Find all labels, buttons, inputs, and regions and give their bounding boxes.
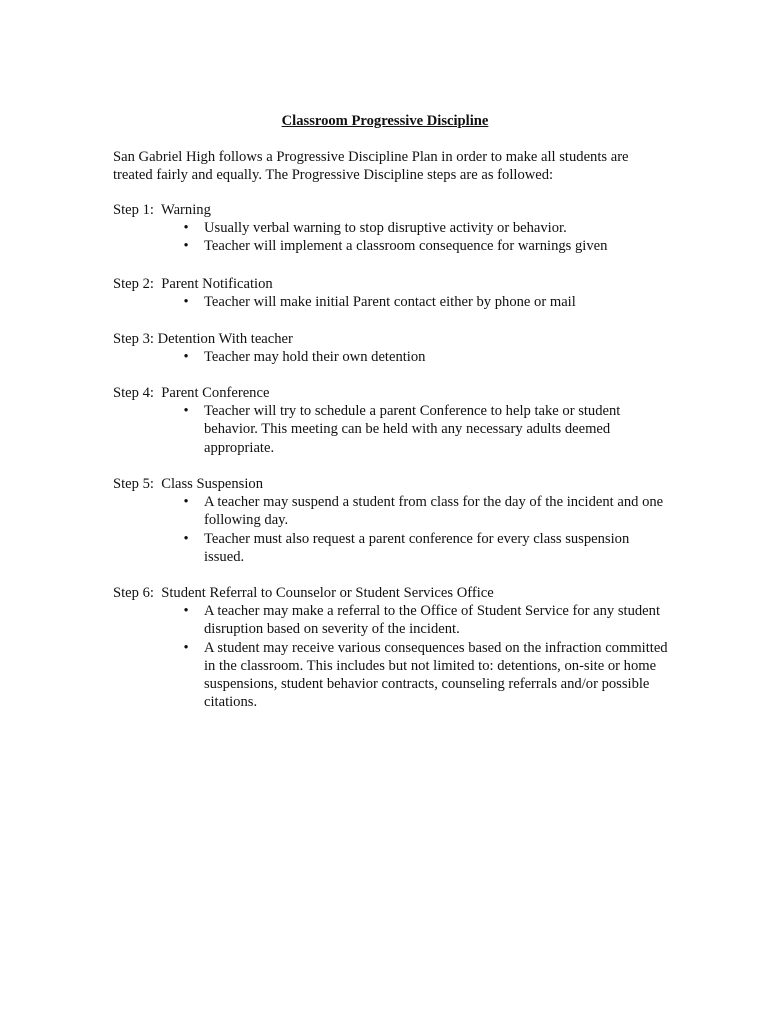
step-4 (113, 384, 673, 457)
list-item (113, 402, 673, 457)
list-item-text: Teacher may hold their own detention (204, 349, 426, 366)
list-item-text: Teacher must also request a parent conference for every class suspension issued. (204, 530, 630, 565)
bullet-icon: • (183, 494, 189, 511)
step-1 (113, 201, 673, 256)
bullet-icon: • (183, 238, 189, 255)
intro-line: San Gabriel High follows a Progressive Discipline Plan in order to make all students are (113, 149, 629, 165)
list-item-text: A teacher may suspend a student from class for the day of the incident and one following day. (204, 494, 664, 529)
step-heading: Step 5: Class Suspension (113, 476, 264, 492)
list-item (113, 493, 673, 529)
step-heading: Step 2: Parent Notification (113, 276, 273, 292)
step-bullet-list (113, 293, 673, 311)
intro-line: treated fairly and equally. The Progressive Discipline steps are as followed: (113, 167, 554, 184)
list-item (113, 530, 673, 566)
step-5 (113, 475, 673, 566)
list-item-text: Teacher will implement a classroom consequence for warnings given (204, 238, 608, 255)
document-title: Classroom Progressive Discipline (281, 113, 489, 129)
step-bullet-list (113, 402, 673, 457)
list-item-text: A student may receive various consequences based on the infraction committed in the classroom. This includes but not limited to: detentions, on-site or home suspensions, student behavior contracts, counseling referrals and/or possible citations. (204, 639, 668, 711)
intro-paragraph (113, 148, 673, 184)
list-item (113, 293, 673, 311)
bullet-icon: • (183, 639, 189, 656)
list-item (113, 237, 673, 255)
bullet-icon: • (183, 294, 189, 311)
list-item-text: A teacher may make a referral to the Office of Student Service for any student disruption based on severity of the incident. (204, 603, 661, 638)
bullet-icon: • (183, 530, 189, 547)
list-item (113, 602, 673, 638)
step-heading: Step 4: Parent Conference (113, 385, 270, 401)
bullet-icon: • (183, 349, 189, 366)
bullet-icon: • (183, 603, 189, 620)
list-item-text: Teacher will try to schedule a parent Conference to help take or student behavior. This meeting can be held with any necessary adults deemed appropriate. (204, 403, 621, 456)
list-item (113, 348, 673, 366)
list-item-text: Teacher will make initial Parent contact either by phone or mail (204, 294, 576, 311)
list-item (113, 639, 673, 712)
list-item-text: Usually verbal warning to stop disruptive activity or behavior. (204, 220, 567, 237)
step-bullet-list (113, 219, 673, 255)
bullet-icon: • (183, 220, 189, 237)
step-6 (113, 584, 673, 711)
step-3 (113, 330, 673, 366)
bullet-icon: • (183, 403, 189, 420)
step-bullet-list (113, 348, 673, 366)
step-heading: Step 3: Detention With teacher (113, 331, 293, 347)
step-bullet-list (113, 602, 673, 711)
step-heading: Step 6: Student Referral to Counselor or Student Services Office (113, 585, 494, 601)
step-heading: Step 1: Warning (113, 202, 211, 218)
step-2 (113, 275, 673, 311)
step-bullet-list (113, 493, 673, 566)
list-item (113, 219, 673, 237)
